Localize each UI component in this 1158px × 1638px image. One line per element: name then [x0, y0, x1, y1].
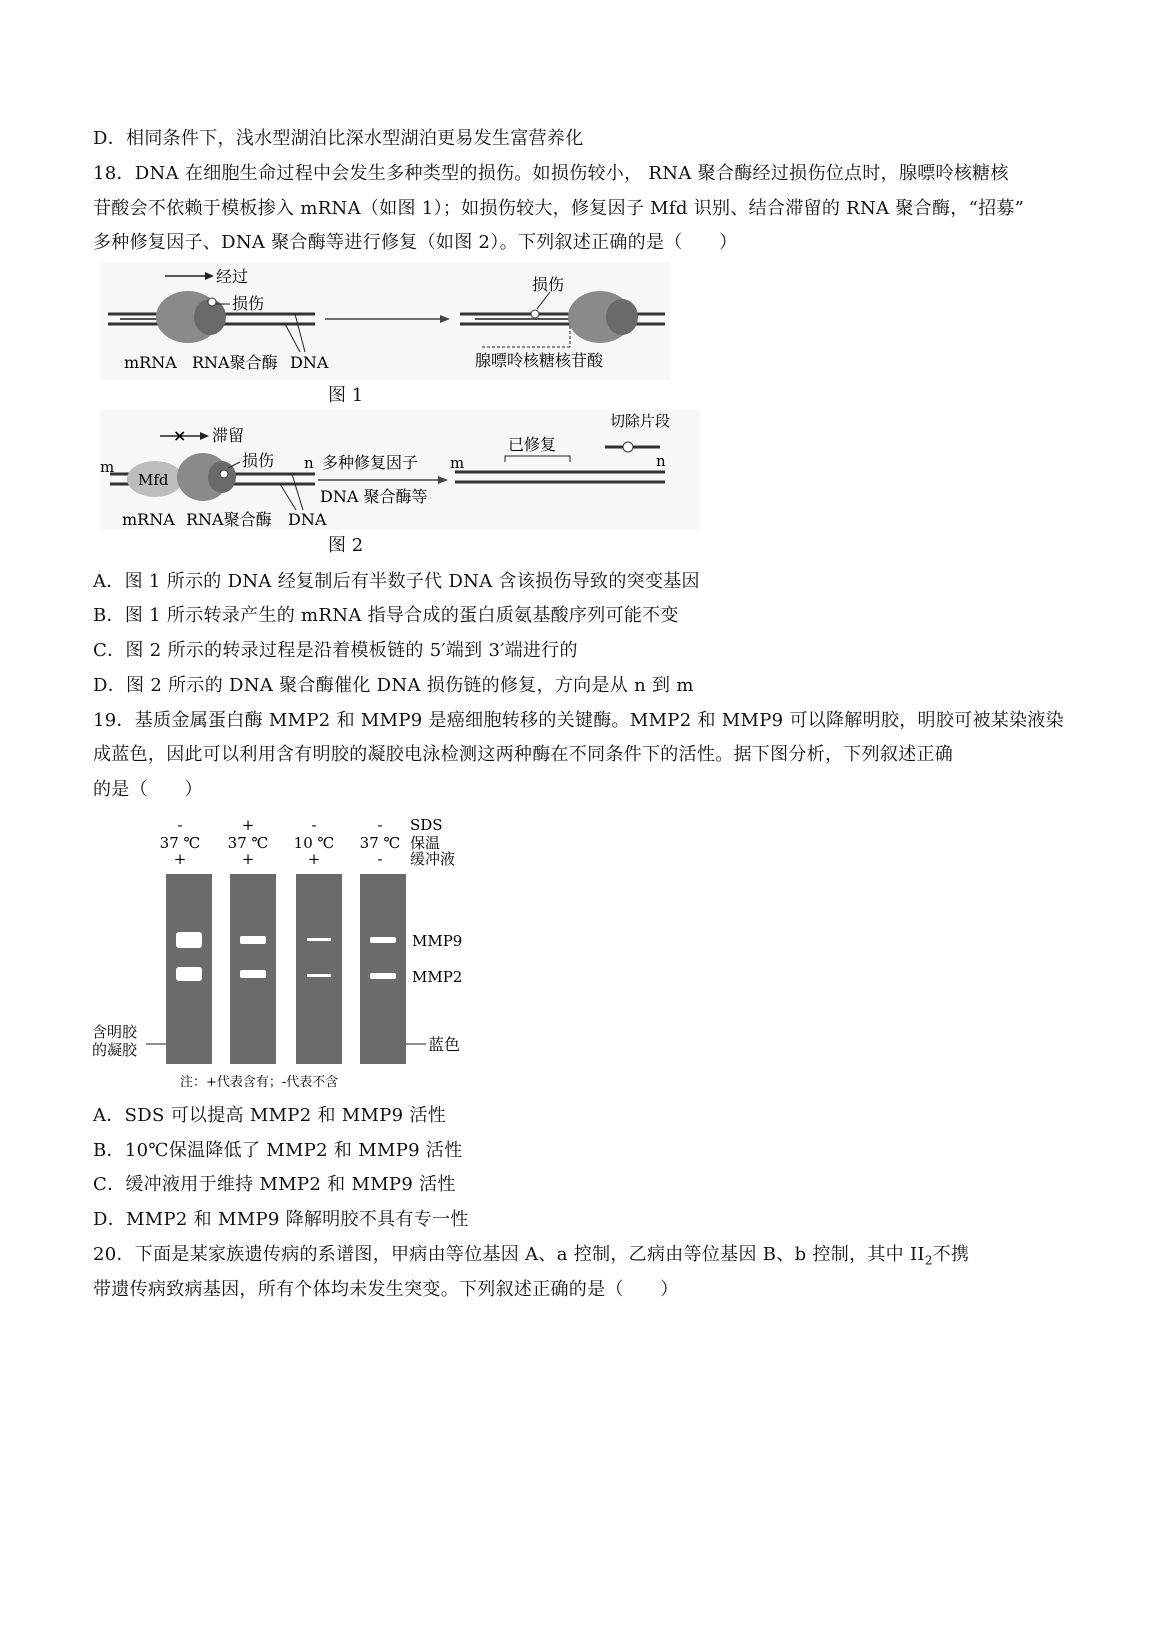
fig2-n-label: n — [304, 454, 314, 472]
gel-lane-2 — [230, 874, 276, 1064]
q19-option-d: D．MMP2 和 MMP9 降解明胶不具有专一性 — [93, 1209, 469, 1230]
lane4-sds: - — [377, 816, 383, 834]
q20-stem-line1-text: 20．下面是某家族遗传病的系谱图，甲病由等位基因 A、a 控制，乙病由等位基因 B、b 控制，其中 II — [93, 1244, 925, 1265]
fig1-dna-label: DNA — [290, 353, 329, 372]
q20-stem-line1 — [93, 1242, 969, 1274]
q20-subscript: 2 — [924, 1253, 933, 1268]
fig2-stall-label: 滞留 — [212, 426, 245, 445]
lane4-buffer: - — [377, 850, 383, 868]
q19-option-b: B．10℃保温降低了 MMP2 和 MMP9 活性 — [93, 1140, 463, 1161]
lane1-buffer: + — [173, 850, 187, 868]
fig1-damage-right-label: 损伤 — [532, 275, 565, 294]
gel-lane-4 — [360, 874, 406, 1064]
q19-stem-line3: 的是（ ） — [93, 779, 203, 800]
gel-figure — [88, 812, 478, 1094]
lane4-mmp2-band — [370, 973, 396, 979]
lane4-temp: 37 ℃ — [359, 834, 401, 852]
lane2-mmp9-band — [240, 936, 266, 944]
row-label-buffer: 缓冲液 — [410, 850, 456, 868]
lane2-temp: 37 ℃ — [227, 834, 269, 852]
q19-stem-line2: 成蓝色，因此可以利用含有明胶的凝胶电泳检测这两种酶在不同条件下的活性。据下图分析，下列叙述正确 — [93, 744, 954, 765]
fig2-m-label: m — [100, 458, 115, 476]
lane3-buffer: + — [307, 850, 321, 868]
q18-stem-line2: 苷酸会不依赖于模板掺入 mRNA（如图 1）；如损伤较大，修复因子 Mfd 识别、结合滞留的 RNA 聚合酶，“招募” — [93, 198, 1025, 219]
fig2-m2-label: m — [450, 454, 465, 472]
q18-stem-line3: 多种修复因子、DNA 聚合酶等进行修复（如图 2）。下列叙述正确的是（ ） — [93, 232, 738, 253]
q19-option-a: A．SDS 可以提高 MMP2 和 MMP9 活性 — [93, 1105, 447, 1126]
lane3-sds: - — [311, 816, 317, 834]
mmp9-label: MMP9 — [412, 932, 463, 950]
fig2-repaired-label: 已修复 — [508, 435, 557, 454]
figure-2-caption: 图 2 — [328, 535, 364, 556]
figure-2 — [100, 410, 700, 530]
lane2-mmp2-band — [240, 970, 266, 978]
fig2-dnap-label: DNA 聚合酶等 — [320, 487, 428, 506]
lane1-sds: - — [177, 816, 183, 834]
fig2-damage-label: 损伤 — [242, 451, 275, 470]
lane2-sds: + — [241, 816, 255, 834]
gel-note: 注：+代表含有；-代表不含 — [180, 1075, 339, 1090]
lane4-mmp9-band — [370, 937, 396, 943]
fig2-mfd-label: Mfd — [138, 471, 169, 489]
lane2-buffer: + — [241, 850, 255, 868]
lane3-mmp2-band — [307, 974, 331, 977]
row-label-temp: 保温 — [410, 834, 441, 852]
mmp2-label: MMP2 — [412, 968, 463, 986]
q17-option-d: D．相同条件下，浅水型湖泊比深水型湖泊更易发生富营养化 — [93, 128, 584, 149]
gel-left-label-2: 的凝胶 — [92, 1041, 138, 1059]
q18-option-b: B．图 1 所示转录产生的 mRNA 指导合成的蛋白质氨基酸序列可能不变 — [93, 605, 679, 626]
fig2-factors-label: 多种修复因子 — [322, 453, 419, 472]
gel-left-label-1: 含明胶 — [92, 1023, 138, 1041]
fig1-damage-label: 损伤 — [232, 294, 265, 313]
q18-option-a: A．图 1 所示的 DNA 经复制后有半数子代 DNA 含该损伤导致的突变基因 — [93, 571, 700, 592]
fig2-mrna-label: mRNA — [122, 510, 175, 529]
fig2-n2-label: n — [656, 452, 666, 470]
fig1-mrna-label: mRNA — [124, 353, 177, 372]
q19-stem-line1: 19．基质金属蛋白酶 MMP2 和 MMP9 是癌细胞转移的关键酶。MMP2 和 MMP9 可以降解明胶，明胶可被某染液染 — [93, 710, 1064, 731]
lane1-mmp2-band — [176, 967, 202, 981]
q18-option-d: D．图 2 所示的 DNA 聚合酶催化 DNA 损伤链的修复，方向是从 n 到 m — [93, 675, 694, 696]
lane3-temp: 10 ℃ — [293, 834, 335, 852]
blue-label: 蓝色 — [428, 1035, 461, 1054]
fig2-rnap-label: RNA聚合酶 — [186, 510, 272, 529]
q20-stem-line1-tail: 不携 — [932, 1244, 970, 1265]
fig1-rnap-label: RNA聚合酶 — [192, 353, 278, 372]
q19-option-c: C．缓冲液用于维持 MMP2 和 MMP9 活性 — [93, 1174, 456, 1195]
figure-1 — [100, 262, 670, 380]
figure-1-caption: 图 1 — [328, 385, 364, 406]
fig2-excised-label: 切除片段 — [610, 412, 671, 430]
row-label-sds: SDS — [410, 816, 443, 834]
fig1-pass-label: 经过 — [216, 267, 249, 286]
svg-text:×: × — [173, 426, 187, 445]
gel-lane-3 — [296, 874, 342, 1064]
q18-option-c: C．图 2 所示的转录过程是沿着模板链的 5′端到 3′端进行的 — [93, 640, 578, 661]
lane1-mmp9-band — [176, 932, 202, 948]
fig1-adenine-label: 腺嘌呤核糖核苷酸 — [475, 351, 604, 370]
lane3-mmp9-band — [307, 938, 331, 941]
lane1-temp: 37 ℃ — [159, 834, 201, 852]
fig2-dna-label: DNA — [288, 510, 327, 529]
q20-stem-line2: 带遗传病致病基因，所有个体均未发生突变。下列叙述正确的是（ ） — [93, 1279, 679, 1300]
q18-stem-line1: 18．DNA 在细胞生命过程中会发生多种类型的损伤。如损伤较小， RNA 聚合酶经过损伤位点时，腺嘌呤核糖核 — [93, 163, 1009, 184]
